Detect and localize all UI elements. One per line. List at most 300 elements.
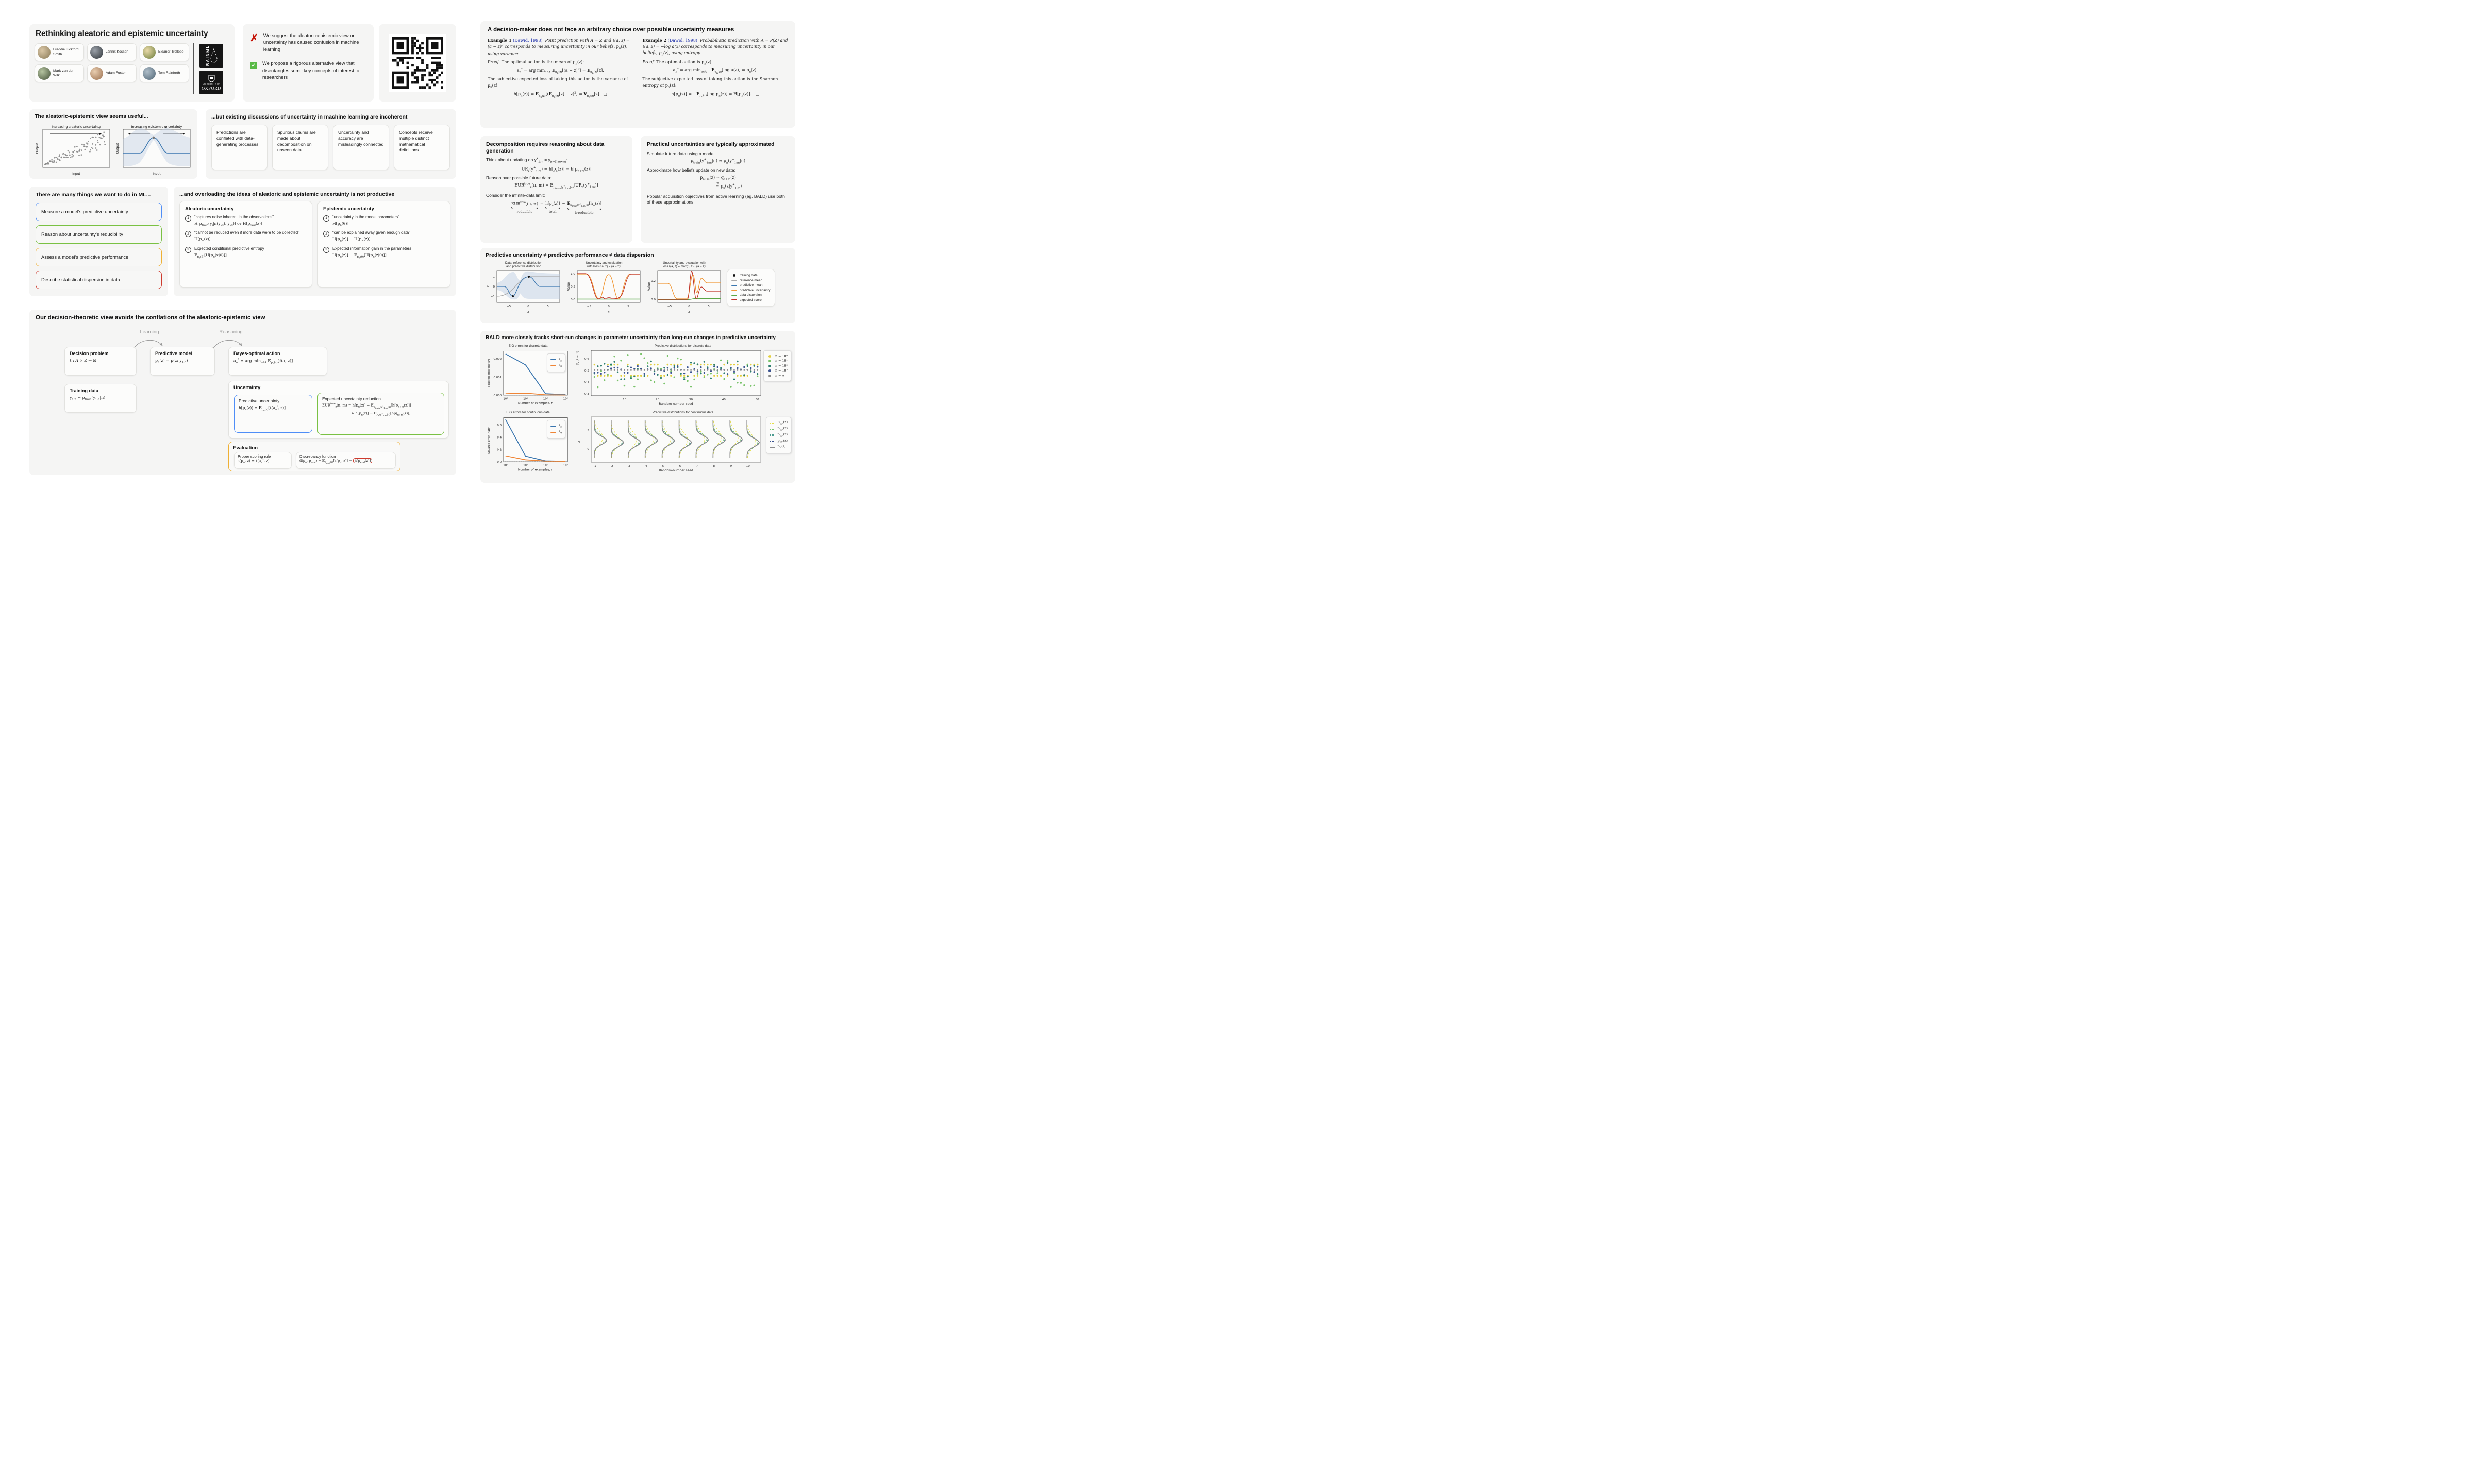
y-tick: 0 (587, 447, 589, 451)
bald-panel (480, 331, 795, 483)
claims-panel (243, 24, 374, 102)
x-tick: 10² (543, 464, 548, 467)
panel-heading: ...but existing discussions of uncertainty in machine learning are incoherent (211, 114, 408, 120)
y-tick: 0.2 (651, 279, 656, 283)
item-number: 3 (185, 247, 191, 253)
x-axis-label: x (688, 310, 690, 314)
legend-item: $\varepsilon_\theta$ (550, 363, 562, 368)
x-axis-label: Input (153, 172, 161, 176)
y-axis-label: z (487, 285, 490, 288)
epistemic-card (317, 201, 450, 288)
goal-assess-performance (36, 248, 162, 266)
y-tick: −1 (490, 295, 495, 298)
x-tick: 10¹ (523, 464, 528, 467)
legend-marker (550, 432, 556, 433)
squared-loss-plot: Uncertainty and evaluation with loss ℓ(a, z) = (a − z)² 1.0 0.5 0.0 −5 0 5 x Value (566, 262, 642, 316)
overload-panel (174, 187, 456, 296)
y-tick: 5 (587, 429, 589, 432)
box-title: Predictive uncertainty (239, 398, 280, 403)
reasoning-label: Reasoning (219, 329, 243, 335)
legend-marker (768, 355, 771, 358)
legend-item: $p_\infty(z)$ (770, 445, 788, 449)
svg-text:1: 1 (594, 464, 596, 468)
goal-label: Reason about uncertainty's reducibility (41, 231, 123, 237)
issue-card: Predictions are conflated with data-generating processes (211, 125, 268, 170)
legend-marker (770, 441, 775, 442)
x-axis-label: Number of examples, n (518, 402, 554, 406)
goal-reason-reducibility (36, 225, 162, 244)
expected-uncertainty-reduction-box (317, 393, 444, 435)
item-number: 2 (185, 231, 191, 237)
y-tick: 0.000 (493, 394, 502, 397)
oxford-logo-name: OXFORD (202, 85, 221, 91)
legend-item: $p_{10^3}(z)$ (770, 439, 788, 444)
y-tick: 0.4 (497, 436, 502, 440)
y-tick: 0.4 (584, 380, 589, 384)
x-axis-label: Number of examples, n (518, 468, 554, 472)
legend-item: reference mean (731, 279, 771, 282)
x-tick: 5 (627, 305, 629, 308)
simulate-text: Simulate future data using a model: (647, 150, 716, 156)
pred-continuous-legend (766, 417, 791, 453)
item-text: Expected conditional predictive entropy (194, 246, 264, 251)
y-tick: 0.001 (493, 376, 502, 379)
proper-scoring-rule-box (234, 452, 292, 469)
page-title: Rethinking aleatoric and epistemic uncertainty (36, 29, 208, 38)
y-tick: 0.3 (584, 392, 589, 396)
divider (193, 43, 194, 94)
example-1 (488, 37, 633, 100)
qr-code (392, 37, 443, 89)
item-formula: $H[p_\infty(z)]$ (194, 237, 211, 243)
negative-claim (250, 32, 366, 53)
panel-heading: A decision-maker does not face an arbitrary choice over possible uncertainty measures (488, 27, 734, 33)
legend-marker (770, 447, 775, 448)
legend-item: $\varepsilon_\theta$ (550, 430, 562, 434)
droplet-icon (210, 47, 218, 64)
oxford-crest-icon (208, 75, 215, 82)
example-1-intro: Example 1 (Dawid, 1998) Point prediction with A = Z and ℓ(a, $z) = (a - z)^2$ corresponds to measuring uncertainty in our beliefs, $p_n(z)$, using variance. (488, 37, 630, 57)
y-tick: 0.002 (493, 357, 502, 361)
y-axis-label: Output (36, 143, 39, 154)
panel-heading: Practical uncertainties are typically approximated (647, 141, 775, 147)
x-tick: 10³ (563, 397, 568, 401)
example-1-eq2: $h[p_n(z)] = E_{p_n(z)}[(E_{p_n(z)}[z] - z)^2] = V_{p_n(z)}[z]$. □ (513, 91, 607, 99)
pred-continuous-plot (574, 411, 792, 475)
y-axis-label: Squared error (nats²) (487, 359, 491, 387)
svg-text:10: 10 (746, 464, 750, 468)
example-2 (643, 37, 789, 100)
y-tick: 1.0 (571, 272, 575, 276)
legend-marker (770, 423, 775, 424)
example-2-eq2: $h[p_n(z)] = -E_{p_n(z)}[\log$ $p_n(z)] = H[p_n(z)]$. □ (671, 91, 760, 99)
item-formula: $H[p_n(z)] - H[p_\infty(z)]$ (332, 237, 371, 243)
underbrace-label: irreducible (575, 211, 594, 215)
inequality-panel (480, 248, 795, 323)
y-tick: 0.2 (497, 448, 502, 452)
data-reference-plot: Data, reference distribution and predictive distribution 1 0 −1 −5 0 5 x z (486, 262, 562, 316)
y-tick: 0.0 (571, 298, 575, 301)
y-tick: 0.6 (584, 357, 589, 361)
bayes-action-box (228, 347, 327, 376)
oxford-logo (199, 71, 223, 94)
x-axis-label: Random-number seed (659, 402, 693, 406)
box-title: Uncertainty (233, 385, 261, 391)
goal-measure-uncertainty (36, 203, 162, 221)
aleatoric-card (179, 201, 312, 288)
x-tick: 10² (543, 397, 548, 401)
x-icon: ✗ (250, 33, 258, 44)
legend-marker (550, 359, 556, 360)
plot-title: EIG errors for continuous data (506, 410, 550, 414)
data-point (153, 136, 155, 139)
underbrace-label: reducible (516, 210, 533, 214)
box-title: Bayes-optimal action (233, 351, 280, 356)
box-title: Expected uncertainty reduction (322, 396, 381, 401)
eq-operator: − (562, 200, 565, 206)
y-tick: 0.0 (497, 460, 502, 464)
legend-marker (731, 299, 737, 300)
panel-heading: There are many things we want to do in ML... (36, 192, 151, 198)
useful-panel (29, 109, 197, 179)
legend-item: n = 10⁰ (767, 355, 788, 358)
x-tick: 10 (623, 398, 627, 401)
legend-marker (768, 365, 771, 367)
box-title: Discrepancy function (299, 454, 336, 459)
x-tick: 5 (708, 305, 710, 308)
example-2-mid: The subjective expected loss of taking this action is the Shannon entropy of $p_n(z)$: (642, 76, 778, 89)
legend-item: n = 10² (767, 364, 788, 368)
eig-legend (547, 420, 565, 439)
goal-label: Assess a model's predictive performance (41, 254, 129, 260)
y-tick: 0.5 (584, 369, 589, 373)
eig-discrete-plot (486, 344, 571, 409)
decomposition-panel (480, 136, 632, 243)
decision-problem-box (64, 347, 137, 376)
eig-continuous-plot (486, 411, 571, 475)
author-name: Adam Foster (106, 71, 126, 75)
box-formula: $p_n(z) = p(z$; $y_{1:n}$) (155, 358, 188, 364)
discrepancy-function-box (296, 452, 396, 469)
x-tick: −5 (506, 305, 511, 308)
avatar (143, 46, 156, 59)
panel-heading: Decomposition requires reasoning about data generation (486, 141, 605, 154)
issue-card: Concepts receive multiple distinct mathematical definitions (394, 125, 450, 170)
approximate-text: Approximate how beliefs update on new data: (647, 167, 736, 173)
svg-text:3: 3 (628, 464, 630, 468)
x-tick: 0 (688, 305, 690, 308)
item-number: 1 (185, 215, 191, 222)
predictive-model-box (150, 347, 215, 376)
incoherent-panel (206, 109, 456, 179)
qr-panel (379, 24, 456, 102)
item-formula: $H[p_n(\theta)]$ (332, 221, 349, 227)
y-axis-label: z (577, 441, 581, 443)
eig-legend (547, 353, 565, 372)
practical-panel (641, 136, 795, 243)
qr-card (389, 34, 446, 92)
box-title: Proper scoring rule (238, 454, 271, 459)
author-card (35, 43, 84, 61)
svg-text:6: 6 (679, 464, 681, 468)
underbrace-label: total (548, 210, 557, 214)
item-text: “cannot be reduced even if more data were to be collected” (194, 230, 299, 235)
x-axis-label: x (527, 310, 529, 314)
legend-marker (731, 280, 737, 281)
legend-item: training data (731, 274, 771, 277)
x-tick: 20 (656, 398, 660, 401)
svg-text:9: 9 (730, 464, 732, 468)
x-tick: 10⁰ (503, 464, 508, 467)
box-title: Decision problem (70, 351, 109, 356)
author-name: Jannik Kossen (106, 50, 129, 54)
plot-title: Predictive distributions for continuous data (652, 410, 714, 414)
approx-equation-2: eg = $p_n(z|y^+_{1:m})$ (715, 181, 742, 190)
decision-view-panel (29, 310, 456, 475)
box-formula: ℓ : A × Z → ℝ (70, 358, 96, 363)
epistemic-figure (115, 123, 192, 179)
goal-label: Describe statistical dispersion in data (41, 277, 120, 282)
author-card (35, 64, 84, 82)
legend-item: $p_{10^0}(z)$ (770, 420, 788, 425)
oxford-logo-univ: UNIVERSITY OF (202, 82, 221, 85)
x-tick: −5 (667, 305, 672, 308)
plot-title: Uncertainty and evaluation with (663, 261, 706, 265)
y-tick: 0.5 (571, 285, 575, 289)
card-title: Epistemic uncertainty (323, 206, 374, 212)
ur-equation: $UR_z(y^+_{1:m}) = h[p_n(z)] - h[p_{n+m}(z)]$ (521, 166, 592, 173)
x-axis-label: x (608, 310, 610, 314)
author-name: Tom Rainforth (158, 71, 180, 75)
aleatoric-item-3 (185, 246, 307, 260)
item-formula: $H[p_n(z)] - E_{p_n(\theta)}[H[p_n(z|\theta)]]$ (332, 252, 387, 260)
y-axis-label: Value (647, 282, 651, 291)
x-tick: 0 (608, 305, 610, 308)
panel-heading: The aleatoric-epistemic view seems useful... (35, 113, 148, 120)
item-number: 2 (323, 231, 329, 237)
item-text: Expected information gain in the parameters (332, 246, 411, 251)
positive-claim (250, 60, 366, 81)
simulate-equation: $p_{train}(y^+_{1:m}|\pi) \approx p_n(y^+_{1:m}|\pi)$ (690, 158, 746, 165)
legend-item: predictive uncertainty (731, 289, 771, 292)
y-tick: 0.0 (651, 298, 656, 301)
asymmetric-loss-plot: Uncertainty and evaluation with loss ℓ(a, z) = max(0, z) · (a − z)² 0.2 0.0 −5 0 5 x Value (646, 262, 723, 316)
eq-operator: = (540, 200, 544, 206)
eq-term: $E_{p_{train}(y^+_{1:m}|\pi)}[h_\infty(z)]$ (567, 200, 601, 208)
legend-item: n = ∞ (767, 374, 788, 378)
avatar (38, 46, 51, 59)
legend-item: expected score (731, 298, 771, 302)
avatar (38, 67, 51, 80)
legend-marker (731, 295, 737, 296)
author-card (87, 43, 137, 61)
legend-marker (550, 365, 556, 366)
legend-item: $\varepsilon_z$ (550, 358, 562, 362)
legend-item: data dispersion (731, 293, 771, 297)
epistemic-item-2 (323, 230, 445, 243)
box-formula: $d(p_n$, $p_{eval}) = E_{p_{eval}(z)}[s(p_n$, $z)] - h[p_{eval}(z)]$ (299, 459, 392, 464)
pred-discrete-legend (763, 350, 791, 381)
box-formula: $a_n^*$ = arg $\min_{a\in A}$ $E_{p_n(z)}[\ell(a$, z)] (233, 358, 293, 366)
box-title: Training data (70, 388, 99, 393)
x-tick: 10³ (563, 464, 568, 467)
svg-text:5: 5 (662, 464, 664, 468)
x-tick: 0 (527, 305, 529, 308)
author-name: Mark van der Wilk (53, 69, 74, 77)
rainml-logo (199, 44, 223, 68)
training-data-box (64, 384, 137, 413)
item-text: “can be explained away given enough data” (332, 230, 410, 235)
plot-annotation: Increasing epistemic uncertainty (131, 125, 182, 129)
panel-heading: ...and overloading the ideas of aleatoric and epistemic uncertainty is not productive (179, 191, 395, 197)
x-tick: 40 (722, 398, 726, 401)
item-text: “uncertainty in the model parameters” (332, 214, 399, 220)
citation-dawid-1998[interactable]: (Dawid, 1998) (667, 38, 698, 43)
svg-text:7: 7 (696, 464, 698, 468)
author-card (140, 43, 189, 61)
aleatoric-figure (35, 123, 112, 179)
x-axis-label: Random-number seed (659, 468, 693, 473)
panel-heading: Our decision-theoretic view avoids the conflations of the aleatoric-epistemic view (36, 315, 265, 321)
y-axis-label: $p_n(z = 1)$ (576, 351, 580, 365)
approx-equation-1: $p_{n+m}(z) \approx q_{n+m}(z)$ (700, 175, 736, 181)
box-formula: ≈ $h[p_n(z)] - E_{p_n(y^+_{1:m}|\pi)}[h[q_{n+m}(z)]]$ (351, 411, 411, 417)
svg-text:2: 2 (611, 464, 613, 468)
learning-label: Learning (140, 329, 159, 335)
legend-marker (731, 285, 737, 286)
x-tick: −5 (587, 305, 592, 308)
author-name: Eleanor Trollope (158, 50, 184, 54)
svg-text:8: 8 (713, 464, 715, 468)
plot-title: EIG errors for discrete data (508, 344, 548, 348)
example-1-proof: Proof The optimal action is the mean of $p_n(z)$: (488, 60, 584, 66)
box-title: Predictive model (155, 351, 193, 356)
item-number: 3 (323, 247, 329, 253)
plot-title: Predictive distributions for discrete data (655, 344, 711, 348)
author-card (140, 64, 189, 82)
y-tick: 0 (493, 285, 495, 289)
goal-label: Measure a model's predictive uncertainty (41, 209, 128, 214)
negative-claim-text: We suggest the aleatoric-epistemic view on uncertainty has caused confusion in machine learning (263, 33, 359, 52)
box-formula: $EUR^{true}_z(\pi$, $m) = h[p_n(z)] - E_{p_{train}(y^+_{1:m}|\pi)}[h[p_{n+m}(z)]]$ (322, 403, 411, 409)
panel-heading: BALD more closely tracks short-run changes in parameter uncertainty than long-run changes in predictive uncertainty (486, 335, 776, 341)
uncertainty-box (228, 381, 449, 439)
y-tick: 0.6 (497, 424, 502, 427)
citation-dawid-1998[interactable]: (Dawid, 1998) (513, 38, 543, 43)
legend-marker (731, 290, 737, 291)
example-2-intro: Example 2 (Dawid, 1998) Probabilistic prediction with A = P(Z) and ℓ(a, z) = −log a(z) corresponds to measuring uncertainty in our beliefs, $p_n(z)$, using entropy. (642, 37, 788, 57)
y-axis-label: Value (567, 282, 571, 291)
y-axis-label: Output (116, 143, 120, 154)
example-2-proof: Proof The optimal action is $p_n(z)$: (642, 59, 713, 66)
pred-discrete-plot (574, 344, 792, 409)
bald-note-text: Popular acquisition objectives from active learning (eg, BALD) use both of these approximations (647, 193, 785, 205)
eq-term: $EUR^{true}_z(\pi$, ∞) (511, 200, 538, 207)
reason-text: Reason over possible future data: (486, 175, 552, 180)
author-card (87, 64, 137, 82)
legend-marker (733, 274, 735, 277)
legend-item: predictive mean (731, 283, 771, 287)
plot-title: Uncertainty and evaluation (586, 261, 623, 265)
item-text: “captures noise inherent in the observations” (194, 214, 274, 220)
title-panel (29, 24, 235, 102)
limit-equation (486, 201, 627, 215)
legend-item: $p_{10^2}(z)$ (770, 433, 788, 437)
legend-marker (550, 426, 556, 427)
plot-title: Data, reference distribution (505, 261, 543, 265)
x-axis-label: Input (72, 172, 80, 176)
eur-equation: $EUR^{true}_z(\pi$, $m) = E_{p_{train}(y^+_{1:m}|\pi)}[UR_z(y^+_{1:m})]$ (514, 182, 598, 191)
goals-panel (29, 187, 168, 296)
aleatoric-item-2 (185, 230, 307, 243)
box-formula: $s(p_n$, $z) = \ell(a_n^*$, z) (238, 459, 270, 464)
poster-root (0, 0, 825, 495)
goal-describe-dispersion (36, 271, 162, 289)
rainml-logo-text: RAINML (205, 45, 210, 66)
box-formula: $y_{1:n}$ ∼ $p_{train}(y_{1:n}|\pi)$ (70, 395, 106, 401)
legend-marker (768, 375, 771, 377)
x-tick: 10¹ (523, 397, 528, 401)
legend-marker (770, 434, 775, 435)
eq-term: $h[p_n(z)]$ (545, 200, 560, 207)
legend-marker (770, 429, 775, 430)
plot-annotation: Increasing aleatoric uncertainty (52, 125, 101, 129)
panel-heading: Predictive uncertainty ≠ predictive performance ≠ data dispersion (486, 252, 654, 258)
aleatoric-item-1 (185, 215, 307, 227)
legend-marker (768, 360, 771, 362)
example-1-mid: The subjective expected loss of taking this action is the variance of $p_n(z)$: (488, 77, 628, 90)
legend-item: n = 10¹ (767, 359, 788, 363)
positive-claim-text: We propose a rigorous alternative view that disentangles some key concepts of interest to researchers (262, 61, 360, 80)
decision-maker-panel (480, 21, 795, 128)
legend-marker (768, 369, 771, 372)
evaluation-box (228, 442, 400, 471)
example-2-eq1: $a_n^*$ = arg $\min_{a\in A} -E_{p_n(z)}[\log$ $a(z)] = p_n(z)$. (673, 67, 758, 75)
author-name: Freddie Bickford Smith (53, 48, 79, 56)
card-title: Aleatoric uncertainty (185, 206, 234, 212)
legend-item: $p_{10^1}(z)$ (770, 427, 788, 431)
figure-legend (727, 269, 775, 307)
avatar (90, 46, 103, 59)
aleatoric-scatter-plot (35, 123, 112, 177)
x-tick: 5 (547, 305, 549, 308)
avatar (143, 67, 156, 80)
example-1-eq1: $a_n^*$ = arg $\min_{a\in A} E_{p_n(z)}[(a - z)^2] = E_{p_n(z)}[z]$. (516, 67, 604, 75)
item-formula: $E_{p_n(\theta)}[H[p_n(z|\theta)]]$ (194, 252, 227, 260)
think-text: Think about updating on $y^+_{1:m} = y_{(n+1):(n+m)}$: (486, 157, 567, 164)
issue-card: Uncertainty and accuracy are misleadingly connected (333, 125, 389, 170)
avatar (90, 67, 103, 80)
consider-text: Consider the infinite-data limit: (486, 193, 545, 198)
epistemic-item-3 (323, 246, 445, 260)
x-tick: 10⁰ (503, 397, 508, 401)
check-icon: ✓ (250, 62, 257, 69)
predictive-uncertainty-box (234, 395, 312, 433)
issue-card: Spurious claims are made about decomposition on unseen data (272, 125, 328, 170)
x-tick: 50 (755, 398, 759, 401)
epistemic-band-plot (115, 123, 192, 177)
item-formula: $H[p_{train}(y_i|\pi(y_{<i})$, $y_{<i}$)] or $H[p_{eval}(z)]$ (194, 221, 262, 227)
svg-text:4: 4 (645, 464, 647, 468)
legend-item: n = 10³ (767, 369, 788, 373)
y-axis-label: Squared error (nats²) (487, 425, 491, 454)
box-formula: $h[p_n(z)]$ = $E_{p_n(z)}[\ell(a_n^*$, z)] (239, 405, 286, 412)
item-number: 1 (323, 215, 329, 222)
x-tick: 30 (689, 398, 693, 401)
legend-item: $\varepsilon_z$ (550, 424, 562, 428)
box-title: Evaluation (233, 445, 258, 451)
y-tick: 1 (493, 275, 495, 279)
